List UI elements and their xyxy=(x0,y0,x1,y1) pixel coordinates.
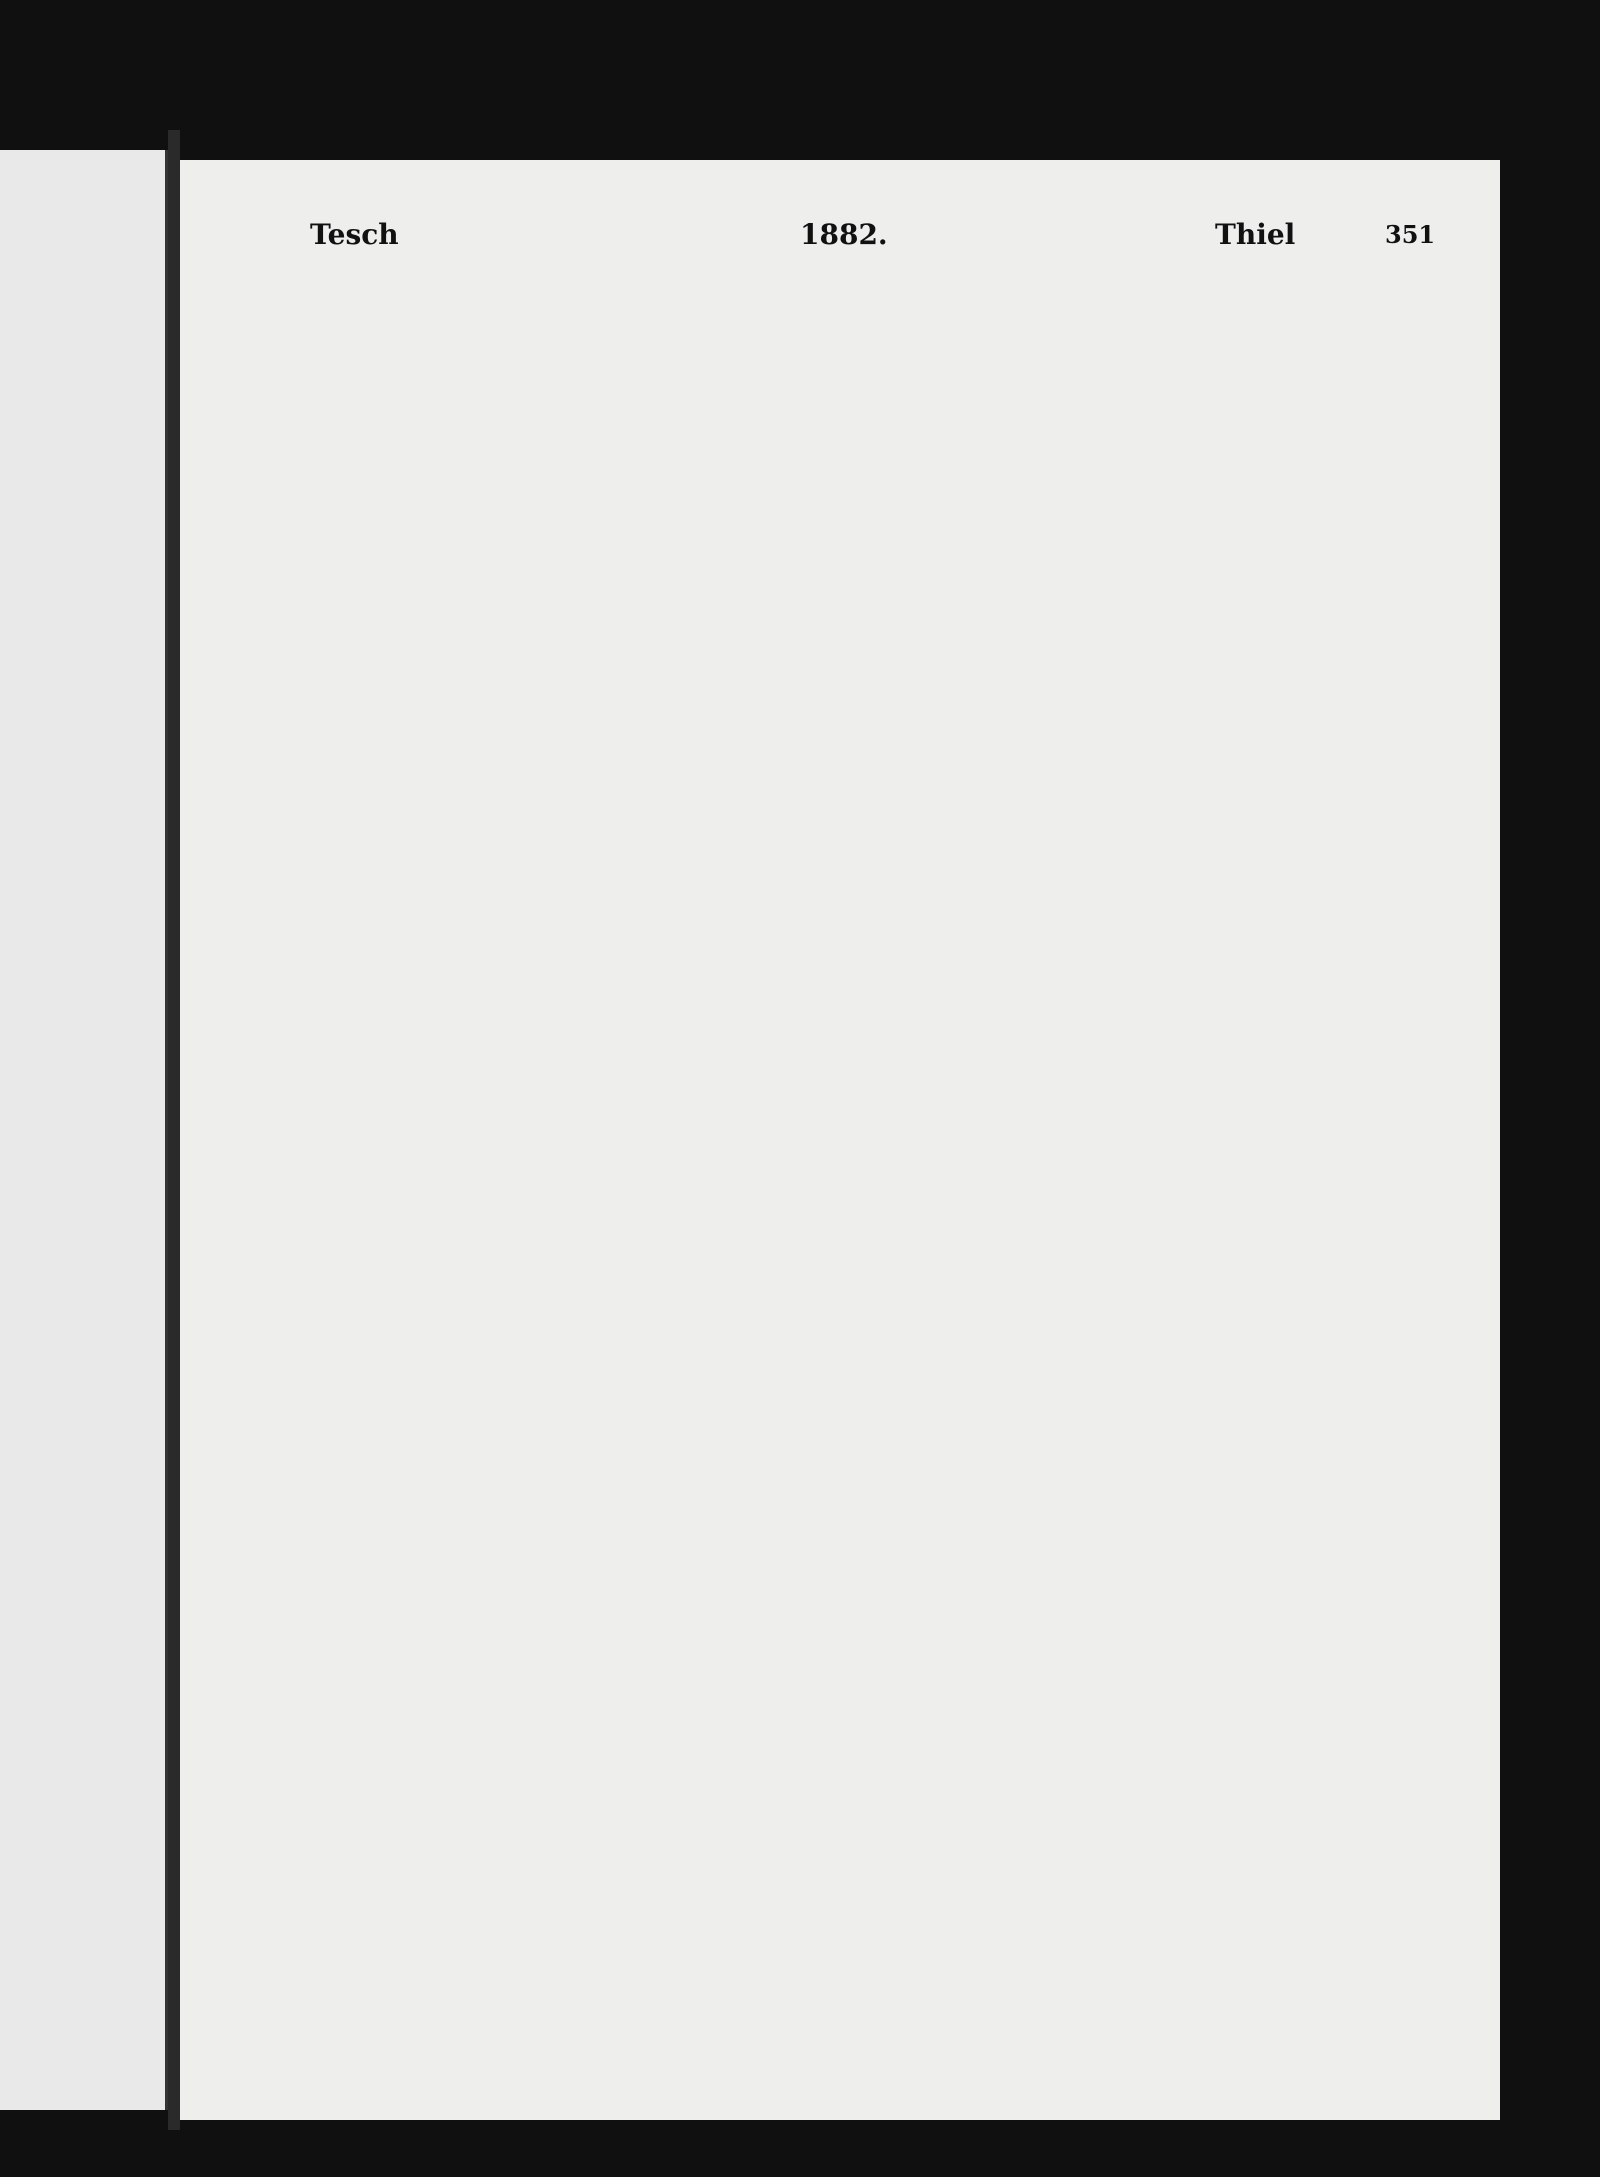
page-number: 351 xyxy=(1385,220,1436,249)
header-left-keyword: Tesch xyxy=(310,218,399,251)
header-right-keyword: Thiel xyxy=(1215,218,1296,251)
left-page-fragment xyxy=(0,150,168,2110)
scan-border xyxy=(1500,160,1600,2120)
page-header xyxy=(180,218,1500,252)
directory-page xyxy=(180,160,1500,2120)
header-year: 1882. xyxy=(800,218,888,251)
book-gutter xyxy=(168,130,180,2130)
